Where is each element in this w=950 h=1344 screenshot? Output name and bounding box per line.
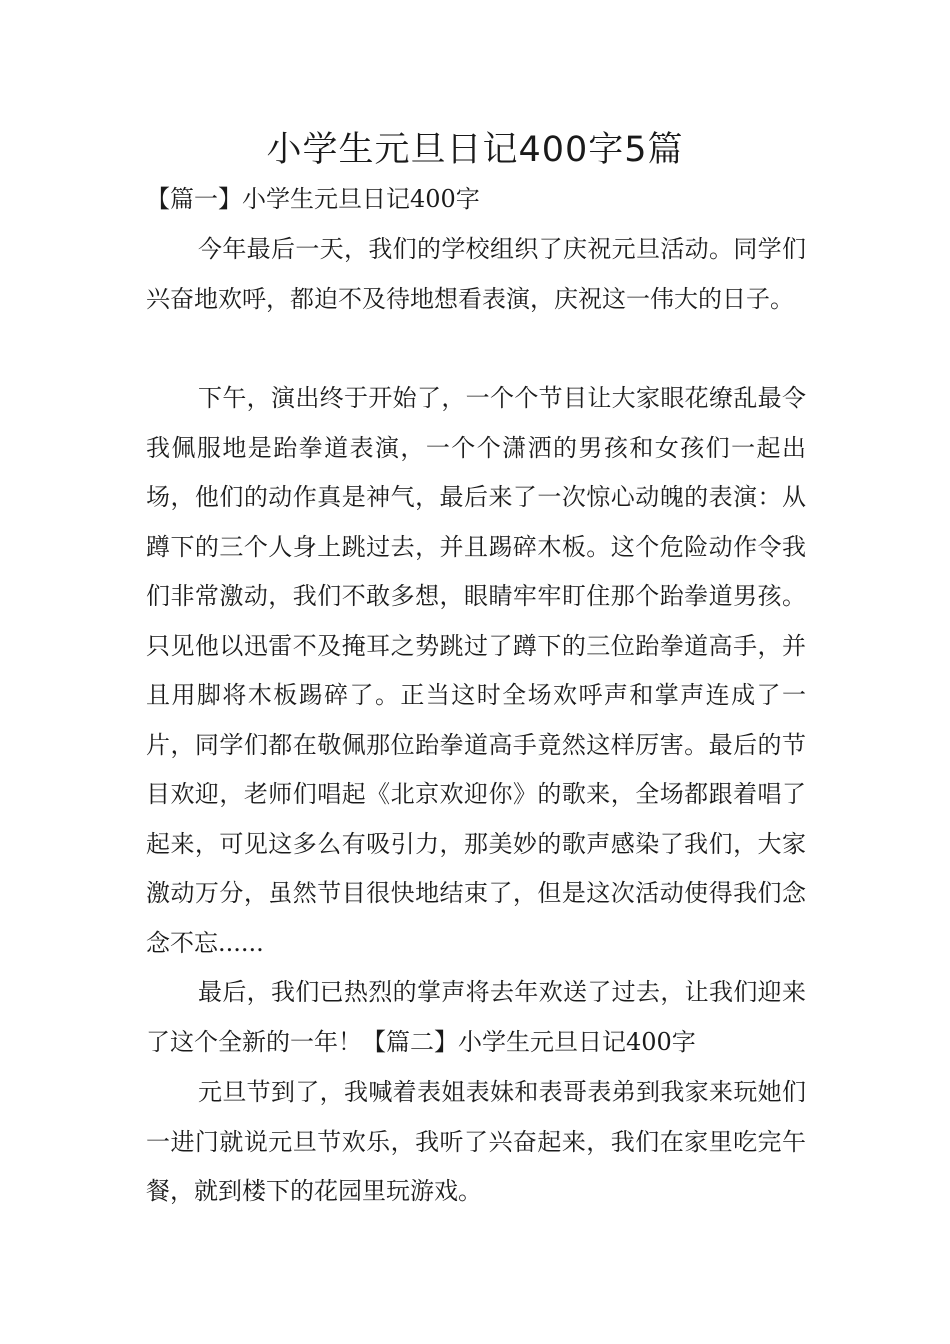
paragraph-3: 最后，我们已热烈的掌声将去年欢送了过去，让我们迎来了这个全新的一年！【篇二】小学生元旦日记400字 xyxy=(146,978,806,1056)
document-title: 小学生元旦日记400字5篇 xyxy=(266,130,684,170)
paragraph-1: 今年最后一天，我们的学校组织了庆祝元旦活动。同学们兴奋地欢呼，都迫不及待地想看表演，庆祝这一伟大的日子。 xyxy=(146,235,806,313)
paragraph-4: 元旦节到了，我喊着表姐表妹和表哥表弟到我家来玩她们一进门就说元旦节欢乐，我听了兴奋起来，我们在家里吃完午餐，就到楼下的花园里玩游戏。 xyxy=(146,1078,806,1205)
section-heading-1: 【篇一】小学生元旦日记400字 xyxy=(146,185,480,213)
paragraph-2: 下午，演出终于开始了，一个个节目让大家眼花缭乱最令我佩服地是跆拳道表演，一个个潇洒的男孩和女孩们一起出场，他们的动作真是神气，最后来了一次惊心动魄的表演：从蹲下的三个人身上跳过去，并且踢碎木板。这个危险动作令我们非常激动，我们不敢多想，眼睛牢牢盯住那个跆拳道男孩。只见他以迅雷不及掩耳之势跳过了蹲下的三位跆拳道高手，并且用脚将木板踢碎了。正当这时全场欢呼声和掌声连成了一片，同学们都在敬佩那位跆拳道高手竟然这样厉害。最后的节目欢迎，老师们唱起《北京欢迎你》的歌来，全场都跟着唱了起来，可见这多么有吸引力，那美妙的歌声感染了我们，大家激动万分，虽然节目很快地结束了，但是这次活动使得我们念念不忘...... xyxy=(146,384,806,957)
